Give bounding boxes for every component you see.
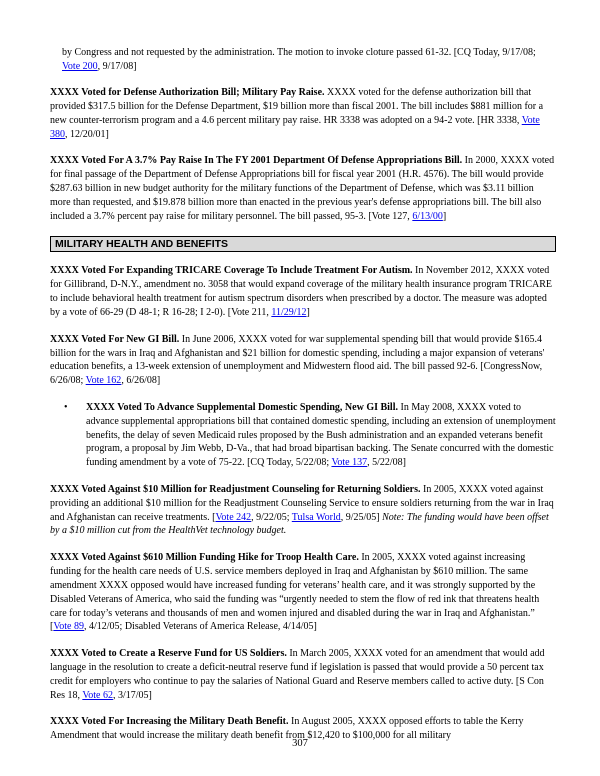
paragraph-headline: XXXX Voted for Defense Authorization Bill; Military Pay Raise. [50,87,325,99]
paragraph-text: ] [442,211,447,223]
document-body [50,46,556,755]
paragraph-headline: XXXX Voted For Increasing the Military Death Benefit. [50,715,289,727]
citation-link[interactable]: Vote 162 [85,375,122,387]
paragraph-text: In June 2006, XXXX voted for war supplemental spending bill that would provide $165.4 billion for the wars in Iraq and Afghanistan and $21 billion for domestic spending, including a major expansion of veterans' education benefits, a 13-week extension of unemployment and Midwestern flood aid. The bill passed 92-6. [CongressNow, 6/26/08; [50,333,545,387]
citation-link[interactable]: Vote 137 [331,457,368,469]
bullet-icon: • [64,401,68,413]
paragraph-text: , 3/17/05] [112,689,152,701]
citation-link[interactable]: Vote 380 [50,115,540,141]
paragraph-text: , 12/20/01] [65,129,109,141]
citation-link[interactable]: Vote 89 [53,621,84,633]
paragraph-text: , 9/25/05] [340,511,383,523]
paragraph-text: In August 2005, XXXX opposed efforts to table the Kerry Amendment that would increase the military death benefit from $12,420 to $100,000 for all military [50,715,524,741]
vote-paragraph [50,86,556,142]
paragraph-text: , 4/12/05; Disabled Veterans of America Release, 4/14/05] [84,621,317,633]
vote-paragraph [50,483,556,539]
citation-link[interactable]: Vote 62 [82,689,113,701]
vote-paragraph [50,333,556,389]
vote-paragraph [86,401,556,471]
paragraph-headline: XXXX Voted Against $10 Million for Readjustment Counseling for Returning Soldiers. [50,483,421,495]
vote-paragraph [50,551,556,634]
citation-link[interactable]: 11/29/12 [271,307,307,319]
citation-link[interactable]: Vote 200 [62,60,98,72]
paragraph-headline: XXXX Voted For A 3.7% Pay Raise In The FY 2001 Department Of Defense Appropriations Bill. [50,155,463,167]
paragraph-text: In March 2005, XXXX voted for an amendment that would add language in the resolution to create a deficit-neutral reserve fund if legislation is passed that would provide a 50 percent tax credit for employers who continue to pay the salaries of National Guard and Reserve members called to active duty. [S Con Res 18, [50,647,545,701]
paragraph-text: , 9/17/08] [97,60,137,72]
section-heading: MILITARY HEALTH AND BENEFITS [50,236,556,252]
paragraph-text: , 5/22/08] [367,457,407,469]
paragraph-headline: XXXX Voted For Expanding TRICARE Coverage To Include Treatment For Autism. [50,265,413,277]
bullet-item [50,401,556,471]
vote-paragraph [50,264,556,320]
paragraph-text: , 6/26/08] [121,375,161,387]
vote-paragraph [50,154,556,224]
paragraph-headline: XXXX Voted to Create a Reserve Fund for US Soldiers. [50,647,287,659]
vote-paragraph [50,46,556,74]
paragraph-text: , 9/22/05; [251,511,292,523]
citation-link[interactable]: 6/13/00 [412,211,443,223]
paragraph-headline: XXXX Voted Against $610 Million Funding Hike for Troop Health Care. [50,551,359,563]
vote-paragraph [50,647,556,703]
italic-note: Note: The funding would have been offset by a $10 million cut from the HealthVet technology budget. [50,511,549,537]
paragraph-text: In May 2008, XXXX voted to advance supplemental appropriations bill that contained domestic spending, including an extension of unemployment benefits, the delay of seven Medicaid rules proposed by the Bush administration and an expanded veterans benefit program, a proposal by Jim Webb, D-Va., that had broad bipartisan backing. The Senate concurred with the domestic funding amendment by a vote of 75-22. [CQ Today, 5/22/08; [86,401,556,469]
paragraph-headline: XXXX Voted For New GI Bill. [50,333,180,345]
paragraph-text: In 2005, XXXX voted against increasing funding for the health care needs of U.S. service members deployed in Iraq and Afghanistan by $610 million. The same amendment XXXX opposed would have increased funding for veterans’ health care, and it was strongly supported by the Disabled Veterans of America, who said the funding was “urgently needed to stem the flow of red ink that threatens health care for today’s veterans and thousands of men and women injured and disabled during the war in Iraq and Afghanistan.” [ [50,551,540,633]
paragraph-text: XXXX voted for the defense authorization bill that provided $317.5 billion for the Defense Department, $19 billion more than fiscal 2001. The bill includes $881 million for a new counter-terrorism program and a 4.6 percent military pay raise. HR 3338 was adopted on a 94-2 vote. [HR 3338, [50,87,544,127]
paragraph-headline: XXXX Voted To Advance Supplemental Domestic Spending, New GI Bill. [86,401,398,413]
paragraph-text: by Congress and not requested by the administration. The motion to invoke cloture passed 61-32. [CQ Today, 9/17/08; [62,47,536,58]
citation-link[interactable]: Tulsa World [291,511,341,523]
paragraph-text: ] [306,307,310,319]
page-number: 307 [292,738,308,749]
citation-link[interactable]: Vote 242 [215,511,252,523]
paragraph-text: In 2000, XXXX voted for final passage of the Department of Defense Appropriations bill for fiscal year 2001 (H.R. 4576). The bill would provide $287.63 billion in new budget authority for the military functions of the Department of Defense, which was $3.11 billion more than requested, and $19.878 billion more than enacted in the previous year's defense appropriations bill. The bill also included a 3.7% percent pay raise for military personnel. The bill passed, 95-3. [Vote 127, [50,155,555,223]
paragraph-text: In November 2012, XXXX voted for Gillibrand, D-N.Y., amendment no. 3058 that would expand coverage of the military health insurance program TRICARE to include behavioral health treatment for autism spectrum disorders when prescribed by a doctor. The measure was adopted by a vote of 66-29 (D 48-1; R 16-28; I 2-0). [Vote 211, [50,265,553,319]
paragraph-text: In 2005, XXXX voted against providing an additional $10 million for the Readjustment Counseling Service to ensure soldiers returning from the war in Iraq and Afghanistan can receive treatments. [ [50,483,554,523]
